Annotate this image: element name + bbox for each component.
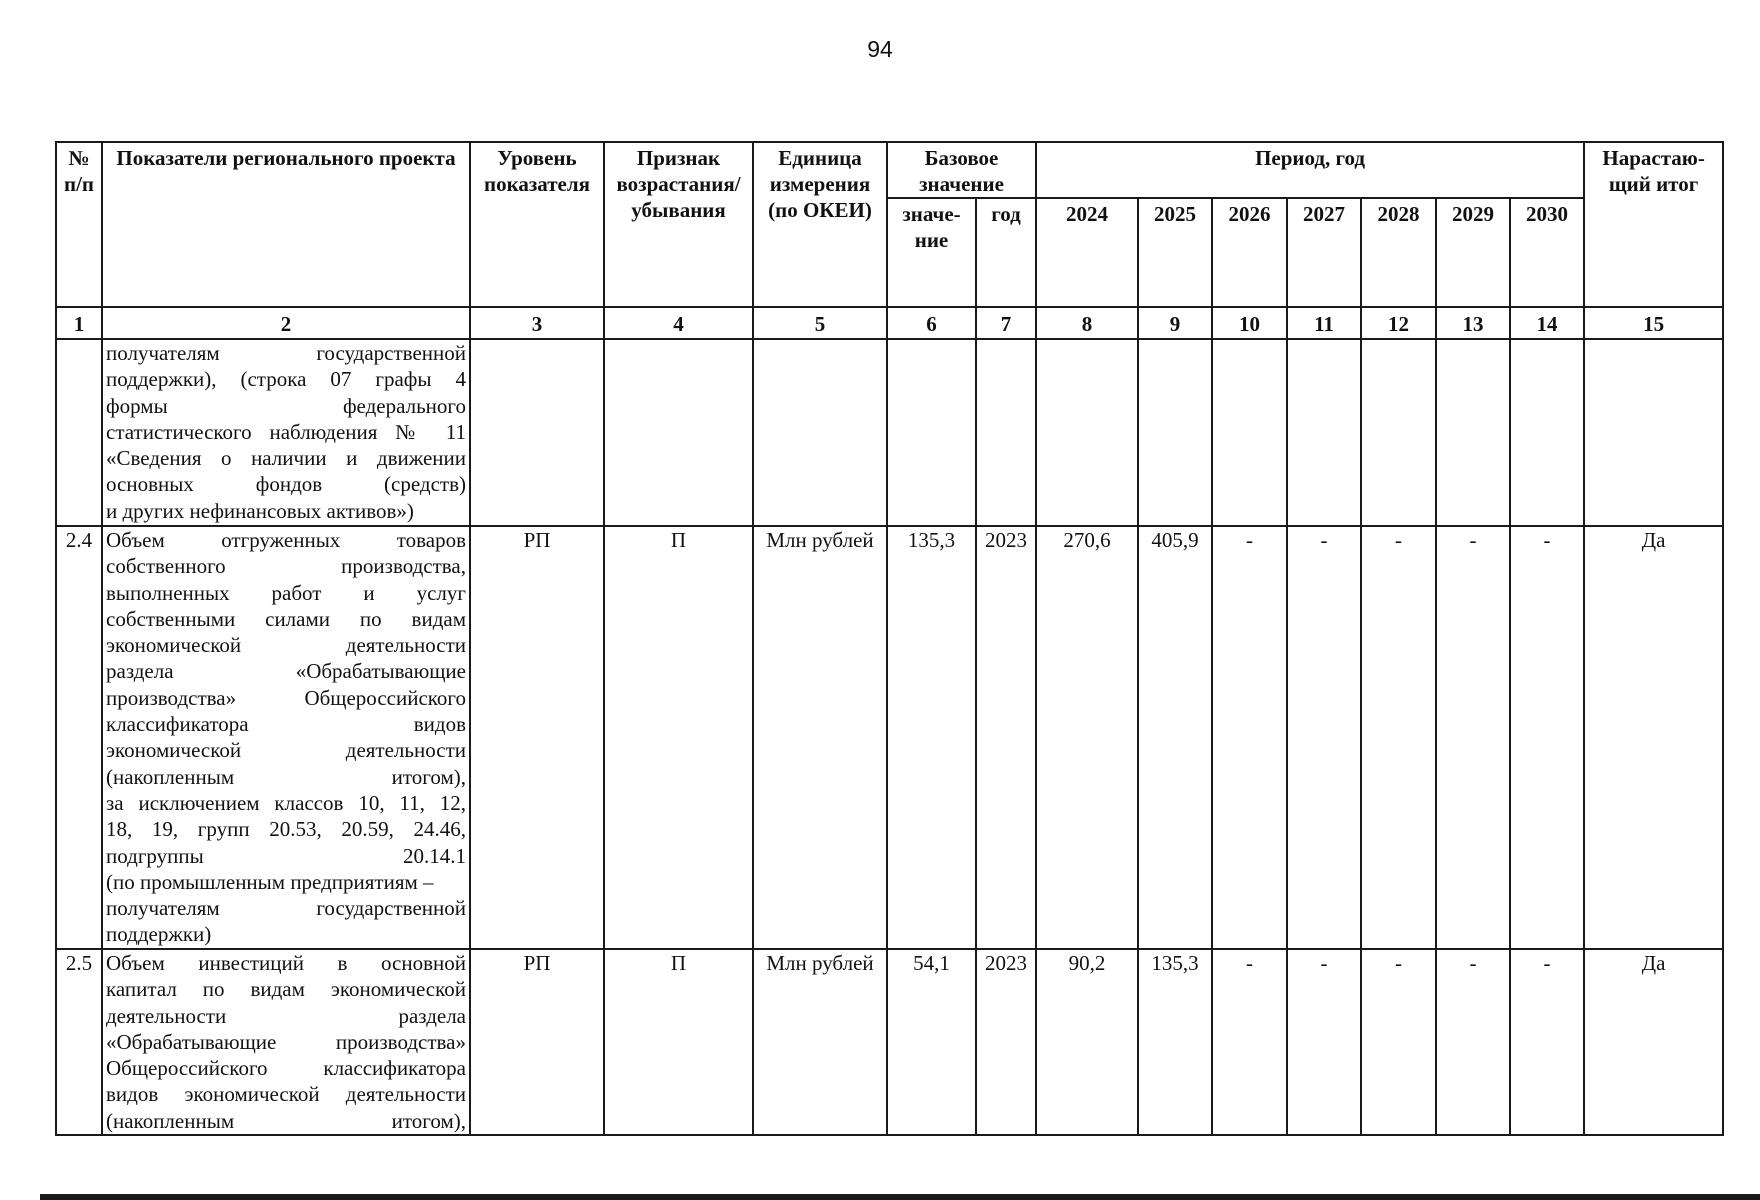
header-level: Уровень показателя [470, 142, 604, 307]
header-year: 2028 [1361, 198, 1436, 307]
base-value-cell [887, 339, 976, 526]
value-cell: - [1361, 949, 1436, 1135]
column-number: 11 [1287, 307, 1361, 339]
indicator-line: (накопленным итогом), [106, 1108, 466, 1133]
header-year: 2025 [1138, 198, 1212, 307]
value-cell [1510, 339, 1584, 526]
value-cell: 270,6 [1036, 526, 1138, 949]
header-year: 2030 [1510, 198, 1584, 307]
indicator-line: видов экономической деятельности [106, 1082, 466, 1107]
column-number: 12 [1361, 307, 1436, 339]
row-num: 2.4 [56, 526, 102, 949]
sign-cell: П [604, 949, 753, 1135]
indicator-line: (по промышленным предприятиям – [106, 869, 434, 894]
column-number: 6 [887, 307, 976, 339]
indicator-line: основных фондов (средств) [106, 472, 466, 497]
value-cell: - [1287, 526, 1361, 949]
header-period: Период, год [1036, 142, 1584, 198]
header-base: Базовое значение [887, 142, 1036, 198]
value-cell: 405,9 [1138, 526, 1212, 949]
table-row [56, 526, 1723, 949]
indicator-line: раздела «Обрабатывающие [106, 659, 466, 684]
header-base-year: год [976, 198, 1036, 307]
cumulative-cell: Да [1584, 526, 1723, 949]
header-year: 2024 [1036, 198, 1138, 307]
unit-cell: Млн рублей [753, 949, 887, 1135]
column-number: 5 [753, 307, 887, 339]
base-year-cell [976, 339, 1036, 526]
table-row [56, 339, 1723, 526]
value-cell: - [1212, 949, 1287, 1135]
indicator-line: получателям государственной [106, 896, 466, 921]
indicator-line: экономической деятельности [106, 738, 466, 763]
value-cell [1036, 339, 1138, 526]
indicator-line: поддержки) [106, 922, 212, 947]
unit-cell: Млн рублей [753, 526, 887, 949]
sign-cell: П [604, 526, 753, 949]
cumulative-cell: Да [1584, 949, 1723, 1135]
value-cell: - [1361, 526, 1436, 949]
indicator-line: (накопленным итогом), [106, 764, 466, 789]
table-row [56, 949, 1723, 1135]
indicator-line: Общероссийского классификатора [106, 1056, 466, 1081]
base-value-cell: 54,1 [887, 949, 976, 1135]
column-number: 9 [1138, 307, 1212, 339]
column-number: 13 [1436, 307, 1510, 339]
base-year-cell: 2023 [976, 526, 1036, 949]
header-cumulative: Нарастаю- щий итог [1584, 142, 1723, 307]
value-cell: - [1436, 526, 1510, 949]
value-cell: 90,2 [1036, 949, 1138, 1135]
value-cell [1138, 339, 1212, 526]
page-number: 94 [867, 36, 893, 62]
value-cell: - [1510, 949, 1584, 1135]
header-year: 2027 [1287, 198, 1361, 307]
level-cell: РП [470, 949, 604, 1135]
column-number: 8 [1036, 307, 1138, 339]
indicator-line: поддержки), (строка 07 графы 4 [106, 367, 466, 392]
level-cell [470, 339, 604, 526]
indicator-line: получателям государственной [106, 341, 466, 365]
indicator-text [102, 949, 470, 1135]
indicator-line: «Обрабатывающие производства» [106, 1029, 466, 1054]
header-unit: Единица измерения (по ОКЕИ) [753, 142, 887, 307]
column-number: 2 [102, 307, 470, 339]
indicator-line: экономической деятельности [106, 633, 466, 658]
indicator-text [102, 339, 470, 526]
row-num: 2.5 [56, 949, 102, 1135]
indicator-line: Объем инвестиций в основной [106, 951, 466, 975]
indicator-line: «Сведения о наличии и движении [106, 446, 466, 471]
indicator-text [102, 526, 470, 949]
column-number: 15 [1584, 307, 1723, 339]
column-number: 14 [1510, 307, 1584, 339]
value-cell: 135,3 [1138, 949, 1212, 1135]
indicator-line: классификатора видов [106, 712, 466, 737]
indicator-line: Объем отгруженных товаров [106, 528, 466, 552]
indicator-line: выполненных работ и услуг [106, 580, 466, 605]
value-cell [1436, 339, 1510, 526]
value-cell [1287, 339, 1361, 526]
column-number: 1 [56, 307, 102, 339]
header-indicator: Показатели регионального проекта [102, 142, 470, 307]
column-number: 3 [470, 307, 604, 339]
value-cell: - [1436, 949, 1510, 1135]
header-year: 2029 [1436, 198, 1510, 307]
value-cell: - [1287, 949, 1361, 1135]
sign-cell [604, 339, 753, 526]
indicator-line: собственного производства, [106, 554, 466, 579]
base-value-cell: 135,3 [887, 526, 976, 949]
cumulative-cell [1584, 339, 1723, 526]
indicator-line: формы федерального [106, 393, 466, 418]
indicator-line: 18, 19, групп 20.53, 20.59, 24.46, [106, 817, 466, 842]
indicator-line: капитал по видам экономической [106, 977, 466, 1002]
value-cell: - [1212, 526, 1287, 949]
base-year-cell: 2023 [976, 949, 1036, 1135]
column-number-row [56, 307, 1723, 339]
value-cell [1361, 339, 1436, 526]
indicator-line: подгруппы 20.14.1 [106, 843, 466, 868]
column-number: 10 [1212, 307, 1287, 339]
indicator-line: собственными силами по видам [106, 606, 466, 631]
header-year: 2026 [1212, 198, 1287, 307]
indicator-line: и других нефинансовых активов») [106, 498, 414, 523]
header-num: № п/п [56, 142, 102, 307]
level-cell: РП [470, 526, 604, 949]
header-base-value: значе- ние [887, 198, 976, 307]
value-cell [1212, 339, 1287, 526]
scan-edge-rule [40, 1194, 1760, 1200]
indicator-line: производства» Общероссийского [106, 685, 466, 710]
indicators-table [55, 141, 1724, 1136]
row-num [56, 339, 102, 526]
indicator-line: деятельности раздела [106, 1003, 466, 1028]
indicator-line: за исключением классов 10, 11, 12, [106, 790, 466, 815]
column-number: 4 [604, 307, 753, 339]
header-sign: Признак возрастания/ убывания [604, 142, 753, 307]
column-number: 7 [976, 307, 1036, 339]
value-cell: - [1510, 526, 1584, 949]
unit-cell [753, 339, 887, 526]
indicator-line: статистического наблюдения № 11 [106, 419, 466, 444]
